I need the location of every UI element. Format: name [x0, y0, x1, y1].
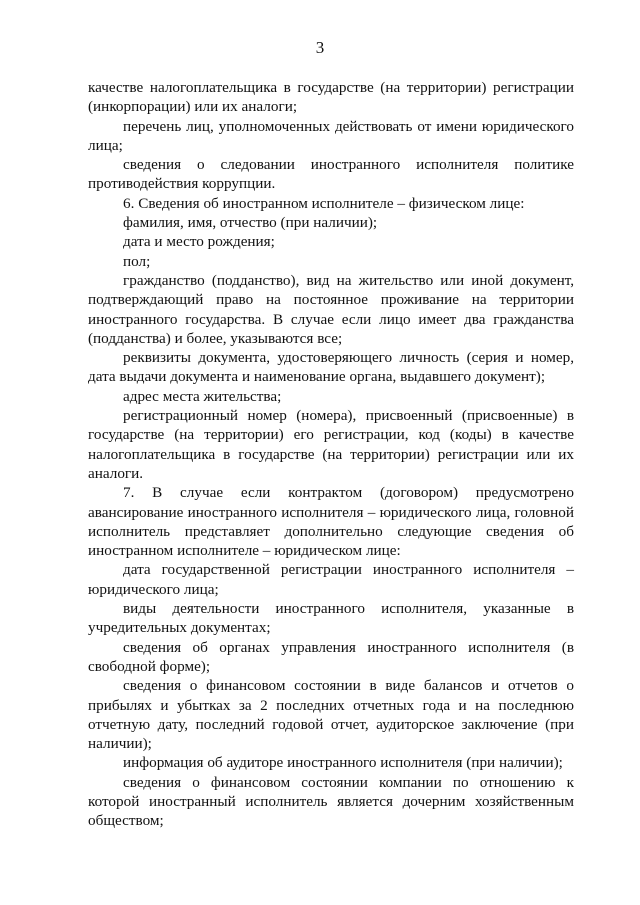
- paragraph-auditor: информация об аудиторе иностранного исполнителя (при наличии);: [123, 754, 563, 772]
- paragraph-tax-registration: качестве налогоплательщика в государстве (на территории) регистрации (инкорпорации) или их аналоги;: [88, 79, 574, 116]
- paragraph-activities: виды деятельности иностранного исполнителя, указанные в учредительных документах;: [88, 600, 574, 637]
- paragraph-management: сведения об органах управления иностранного исполнителя (в свободной форме);: [88, 638, 574, 675]
- paragraph-address: адрес места жительства;: [123, 387, 282, 405]
- paragraph-parent-company: сведения о финансовом состоянии компании по отношению к которой иностранный исполнитель является дочерним хозяйственным обществом;: [88, 773, 574, 830]
- paragraph-authorized-persons: перечень лиц, уполномоченных действовать от имени юридического лица;: [88, 117, 574, 154]
- paragraph-full-name: фамилия, имя, отчество (при наличии);: [123, 214, 378, 232]
- paragraph-registration-date: дата государственной регистрации иностранного исполнителя – юридического лица;: [88, 561, 574, 598]
- document-body: [88, 78, 574, 831]
- paragraph-financial-state: сведения о финансовом состоянии в виде балансов и отчетов о прибылях и убытках за 2 последних отчетных года и на последнюю отчетную дату, последний годовой отчет, аудиторское заключение (при наличии);: [88, 677, 574, 753]
- page-number: 3: [315, 38, 325, 57]
- paragraph-registration-number: регистрационный номер (номера), присвоенный (присвоенные) в государстве (на территории) его регистрации, код (коды) в качестве налогоплательщика в государстве (на территории) регистрации или их аналоги.: [88, 407, 574, 482]
- paragraph-anticorruption: сведения о следовании иностранного исполнителя политике противодействия коррупции.: [88, 156, 574, 193]
- paragraph-citizenship: гражданство (подданство), вид на жительство или иной документ, подтверждающий право на постоянное проживание на территории иностранного государства. В случае если лицо имеет два гражданства (подданства) и более, указываются все;: [88, 271, 574, 347]
- paragraph-section-6: 6. Сведения об иностранном исполнителе – физическом лице:: [123, 194, 525, 212]
- paragraph-sex: пол;: [123, 252, 151, 270]
- paragraph-section-7: 7. В случае если контрактом (договором) предусмотрено авансирование иностранного исполнителя – юридического лица, головной исполнитель представляет дополнительно следующие сведения об иностранном исполнителе – юридическом лице:: [88, 484, 574, 560]
- paragraph-birth: дата и место рождения;: [123, 233, 275, 251]
- paragraph-identity-document: реквизиты документа, удостоверяющего личность (серия и номер, дата выдачи документа и наименование органа, выдавшего документ);: [88, 349, 574, 386]
